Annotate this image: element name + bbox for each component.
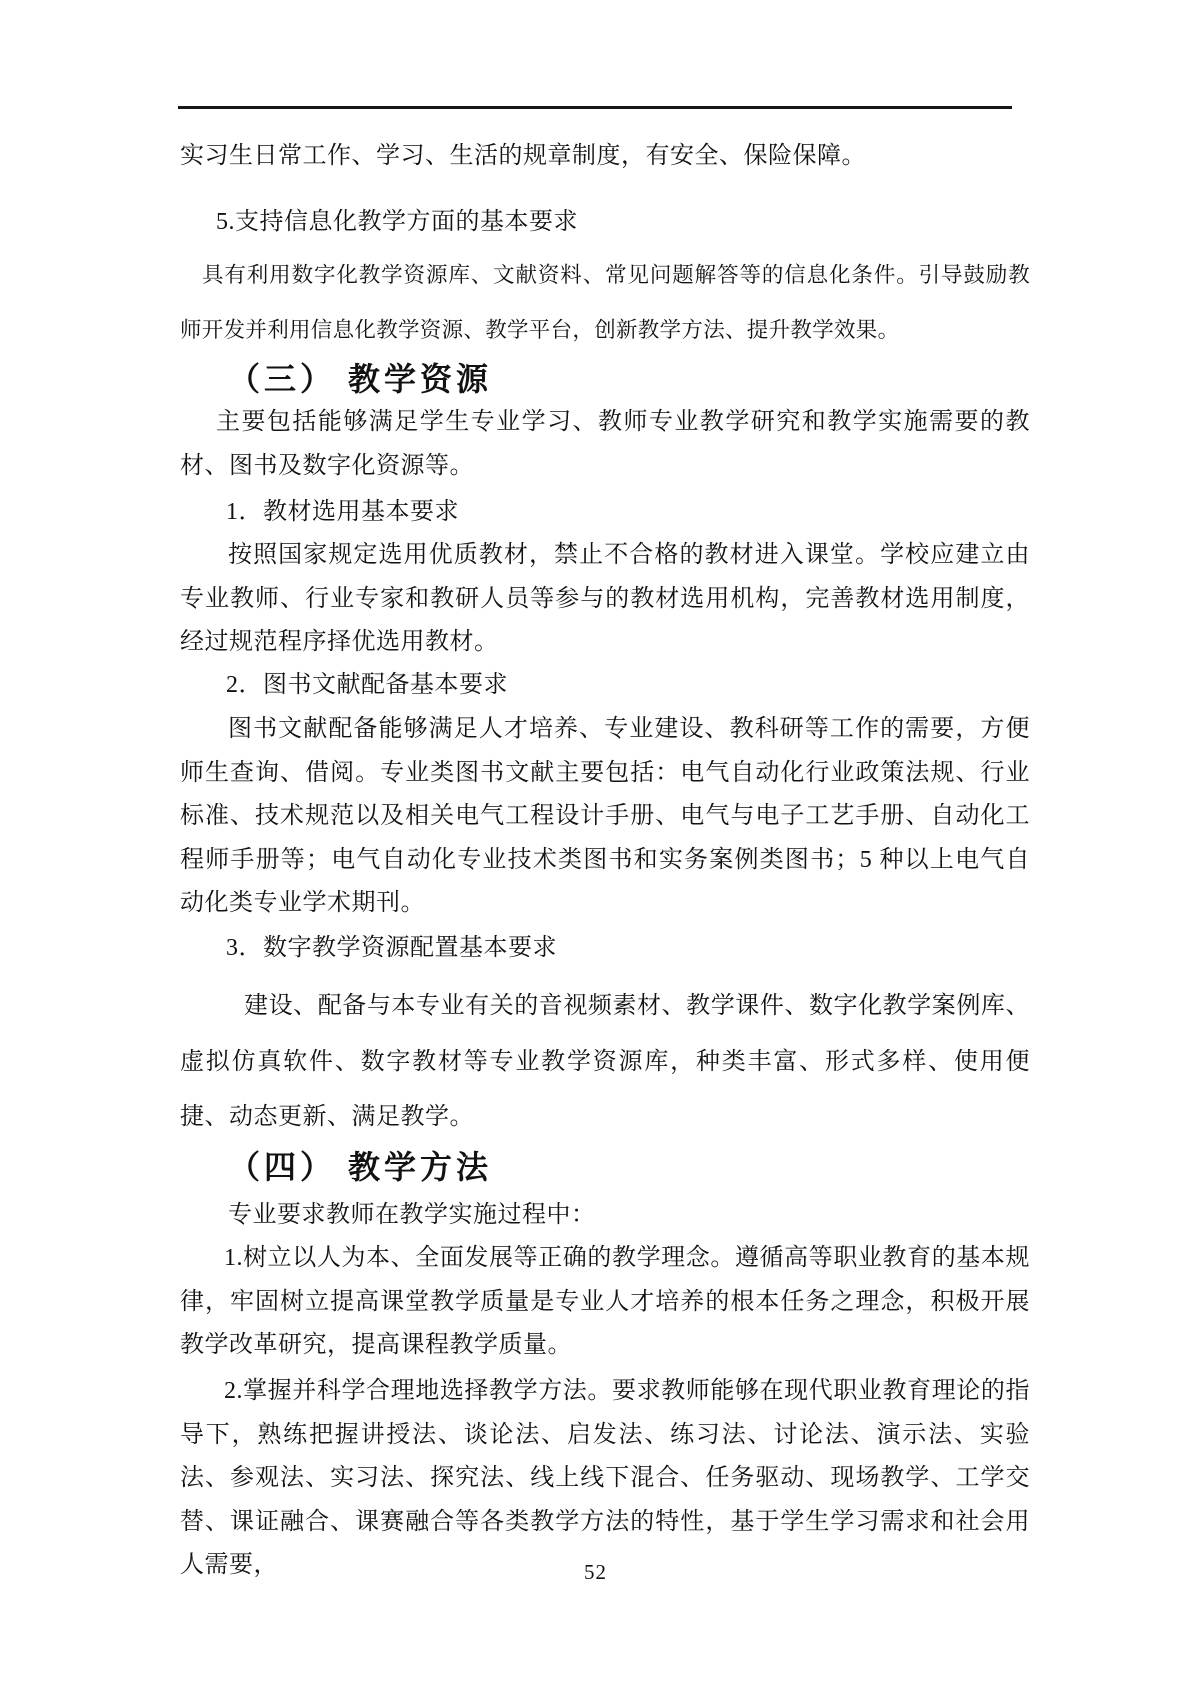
section4-intro: 专业要求教师在教学实施过程中：: [228, 1202, 596, 1228]
section3-heading: （三） 教学资源: [228, 361, 493, 397]
item3-heading: 3．数字教学资源配置基本要求: [226, 935, 557, 961]
section3-intro: 主要包括能够满足学生专业学习、教师专业教学研究和教学实施需要的教材、图书及数字化资源等。: [180, 409, 1030, 479]
item2-body: 图书文献配备能够满足人才培养、专业建设、教科研等工作的需要，方便师生查询、借阅。专业类图书文献主要包括：电气自动化行业政策法规、行业标准、技术规范以及相关电气工程设计手册、电气与电子工艺手册、自动化工程师手册等；电气自动化专业技术类图书和实务案例类图书；5 种以上电气自动化类专业学术期刊。: [180, 716, 1030, 916]
item3-body: 建设、配备与本专业有关的音视频素材、教学课件、数字化教学案例库、虚拟仿真软件、数字教材等专业教学资源库，种类丰富、形式多样、使用便捷、动态更新、满足教学。: [180, 993, 1030, 1130]
paragraph-intro-continuation: 实习生日常工作、学习、生活的规章制度，有安全、保险保障。: [180, 143, 866, 169]
section4-heading: （四） 教学方法: [228, 1149, 493, 1185]
item1-body: 按照国家规定选用优质教材，禁止不合格的教材进入课堂。学校应建立由专业教师、行业专家和教研人员等参与的教材选用机构，完善教材选用制度，经过规范程序择优选用教材。: [180, 542, 1030, 655]
method2-paragraph: 2.掌握并科学合理地选择教学方法。要求教师能够在现代职业教育理论的指导下，熟练把握讲授法、谈论法、启发法、练习法、讨论法、演示法、实验法、参观法、实习法、探究法、线上线下混合、任务驱动、现场教学、工学交替、课证融合、课赛融合等各类教学方法的特性，基于学生学习需求和社会用人需要，: [180, 1378, 1030, 1578]
header-rule: [178, 106, 1012, 109]
item2-heading: 2．图书文献配备基本要求: [226, 672, 508, 698]
method1-paragraph: 1.树立以人为本、全面发展等正确的教学理念。遵循高等职业教育的基本规律，牢固树立提高课堂教学质量是专业人才培养的根本任务之理念，积极开展教学改革研究，提高课程教学质量。: [180, 1245, 1030, 1358]
item1-heading: 1．教材选用基本要求: [226, 499, 459, 525]
item5-heading: 5.支持信息化教学方面的基本要求: [216, 209, 578, 235]
item5-body: 具有利用数字化教学资源库、文献资料、常见问题解答等的信息化条件。引导鼓励教师开发并利用信息化教学资源、教学平台，创新教学方法、提升教学效果。: [180, 263, 1030, 342]
page-number: 52: [584, 1560, 607, 1584]
